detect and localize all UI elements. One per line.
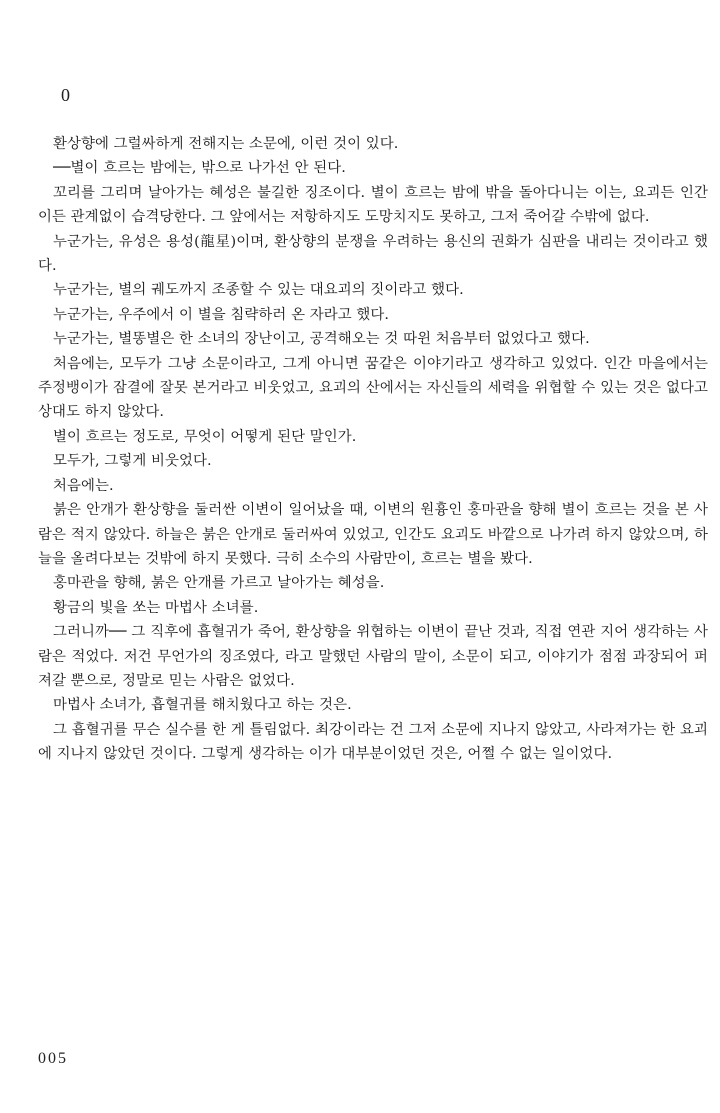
paragraph: ──별이 흐르는 밤에는, 밖으로 나가선 안 된다. [53,160,346,177]
paragraph: 누군가는, 우주에서 이 별을 침략하러 온 자라고 했다. [53,306,390,323]
paragraph: 그러니까── 그 직후에 흡혈귀가 죽어, 환상향을 위협하는 이변이 끝난 것과, 직접 연관 지어 생각하는 사람은 적었다. 저건 무언가의 징조였다, 라고 말했던 사람의 말이, 소문이 되고, 이야기가 점점 과장되어 퍼져갈 뿐으로, 정말로 믿는 사람은 없었다. [38,624,708,689]
paragraph: 그 흡혈귀를 무슨 실수를 한 게 틀림없다. 최강이라는 건 그저 소문에 지나지 않았고, 사라져가는 한 요괴에 지나지 않았던 것이다. 그렇게 생각하는 이가 대부분이었던 것은, 어쩔 수 없는 일이었다. [38,721,708,763]
paragraph: 처음에는. [53,477,114,494]
chapter-number: 0 [61,85,70,105]
paragraph: 꼬리를 그리며 날아가는 혜성은 불길한 징조이다. 별이 흐르는 밤에 밖을 돌아다니는 이는, 요괴든 인간이든 관계없이 습격당한다. 그 앞에서는 저항하지도 도망치지도 못하고, 그저 죽어갈 수밖에 없다. [38,184,708,226]
paragraph: 누군가는, 별의 궤도까지 조종할 수 있는 대요괴의 짓이라고 했다. [53,282,464,299]
paragraph: 별이 흐르는 정도로, 무엇이 어떻게 된단 말인가. [53,428,357,445]
paragraph: 누군가는, 유성은 용성(龍星)이며, 환상향의 분쟁을 우려하는 용신의 권화가 심판을 내리는 것이라고 했다. [38,233,708,275]
paragraph: 마법사 소녀가, 흡혈귀를 해치웠다고 하는 것은. [53,697,352,714]
paragraph: 누군가는, 별똥별은 한 소녀의 장난이고, 공격해오는 것 따윈 처음부터 없었다고 했다. [53,331,590,348]
paragraph: 홍마관을 향해, 붉은 안개를 가르고 날아가는 혜성을. [53,575,385,592]
paragraph: 황금의 빛을 쏘는 마법사 소녀를. [53,599,259,616]
paragraph: 처음에는, 모두가 그냥 소문이라고, 그게 아니면 꿈같은 이야기라고 생각하고 있었다. 인간 마을에서는 주정뱅이가 잠결에 잘못 본거라고 비웃었고, 요괴의 산에서는 자신들의 세력을 위협할 수 있는 것은 없다고 상대도 하지 않았다. [38,355,708,421]
body-text [38,132,708,767]
page-number: 005 [38,1050,68,1067]
paragraph: 모두가, 그렇게 비웃었다. [53,453,212,470]
paragraph: 붉은 안개가 환상향을 둘러싼 이변이 일어났을 때, 이변의 원흉인 홍마관을 향해 별이 흐르는 것을 본 사람은 적지 않았다. 하늘은 붉은 안개로 둘러싸여 있었고, 인간도 요괴도 바깥으로 나가려 하지 않았으며, 하늘을 올려다보는 것밖에 하지 못했다. 극히 소수의 사람만이, 흐르는 별을 봤다. [38,502,708,567]
paragraph: 환상향에 그럴싸하게 전해지는 소문에, 이런 것이 있다. [53,136,399,152]
